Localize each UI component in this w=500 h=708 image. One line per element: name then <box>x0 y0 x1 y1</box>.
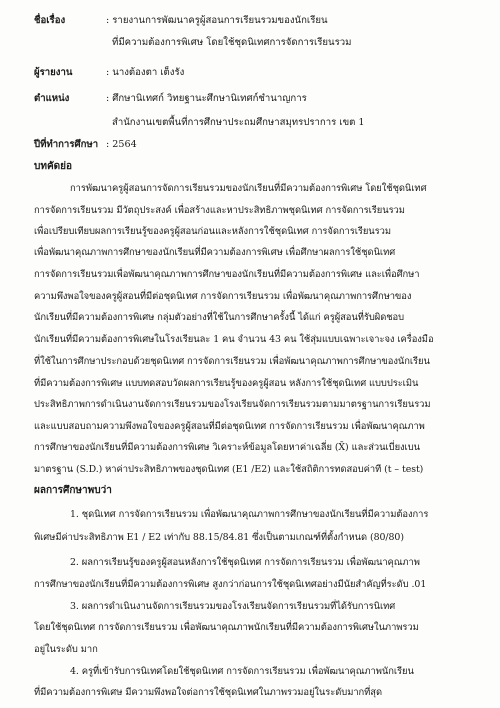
position-row <box>34 92 307 106</box>
position-label: ตำแหน่ง <box>34 93 70 104</box>
position-value-continued: สำนักงานเขตพื้นที่การศึกษาประถมศึกษาสมุทรปราการ เขต 1 <box>112 117 365 128</box>
abstract-line: การจัดการเรียนรวม มีวัตถุประสงค์ เพื่อสร้างและหาประสิทธิภาพชุดนิเทศ การจัดการเรียนรวม <box>34 205 405 216</box>
year-label: ปีที่ทำการศึกษา <box>34 139 99 150</box>
abstract-line: นักเรียนที่มีความต้องการพิเศษในโรงเรียนละ 1 คน จำนวน 43 คน ใช้สุ่มแบบเฉพาะเจาะจง เครื่องมือ <box>34 334 434 345</box>
abstract-line: การพัฒนาครูผู้สอนการจัดการเรียนรวมของนักเรียนที่มีความต้องการพิเศษ โดยใช้ชุดนิเทศ <box>70 183 427 194</box>
result-line: พิเศษมีค่าประสิทธิภาพ E1 / E2 เท่ากับ 88.15/84.81 ซึ่งเป็นตามเกณฑ์ที่ตั้งกำหนด (80/80) <box>34 532 404 543</box>
title-value: : รายงานการพัฒนาครูผู้สอนการเรียนรวมของนักเรียน <box>106 15 328 26</box>
abstract-line: มาตรฐาน (S.D.) หาค่าประสิทธิภาพของชุดนิเทศ (E1 /E2) และใช้สถิติการทดสอบค่าที (t – test) <box>34 464 424 475</box>
abstract-line: นักเรียนที่มีความต้องการพิเศษ กลุ่มตัวอย่างที่ใช้ในการศึกษาครั้งนี้ ได้แก่ ครูผู้สอนที่รับผิดชอบ <box>34 312 405 323</box>
author-value: : นางต้องตา เต็งรัง <box>106 67 185 78</box>
abstract-line: ที่มีความต้องการพิเศษ แบบทดสอบวัดผลการเรียนรู้ของครูผู้สอน หลังการใช้ชุดนิเทศ แบบประเมิน <box>34 378 419 389</box>
abstract-line: และแบบสอบถามความพึงพอใจของครูผู้สอนที่มีต่อชุดนิเทศ การจัดการเรียนรวม เพื่อพัฒนาคุณภาพ <box>34 421 425 432</box>
year-value: : 2564 <box>106 139 137 150</box>
year-row <box>34 138 137 152</box>
abstract-line: ความพึงพอใจของครูผู้สอนที่มีต่อชุดนิเทศ การจัดการเรียนรวม เพื่อพัฒนาคุณภาพการศึกษาของ <box>34 291 412 302</box>
position-value: : ศึกษานิเทศก์ วิทยฐานะศึกษานิเทศก์ชำนาญการ <box>106 93 307 104</box>
abstract-line: ประสิทธิภาพการดำเนินงานจัดการเรียนรวมของโรงเรียนจัดการเรียนรวมตามมาตรฐานการเรียนรวม <box>34 399 431 410</box>
result-line: 4. ครูที่เข้ารับการนิเทศโดยใช้ชุดนิเทศ การจัดการเรียนรวม เพื่อพัฒนาคุณภาพนักเรียน <box>70 666 414 677</box>
result-line: 2. ผลการเรียนรู้ของครูผู้สอนหลังการใช้ชุดนิเทศ การจัดการเรียนรวม เพื่อพัฒนาคุณภาพ <box>70 557 420 568</box>
result-line: 3. ผลการดำเนินงานจัดการเรียนรวมของโรงเรียนจัดการเรียนรวมที่ได้รับการนิเทศ <box>70 601 396 612</box>
result-line: การศึกษาของนักเรียนที่มีความต้องการพิเศษ สูงกว่าก่อนการใช้ชุดนิเทศอย่างมีนัยสำคัญที่ระดับ .01 <box>34 579 427 590</box>
abstract-line: เพื่อเปรียบเทียบผลการเรียนรู้ของครูผู้สอนก่อนและหลังการใช้ชุดนิเทศ การจัดการเรียนรวม <box>34 226 391 237</box>
results-heading: ผลการศึกษาพบว่า <box>34 485 112 496</box>
result-line: ที่มีความต้องการพิเศษ มีความพึงพอใจต่อการใช้ชุดนิเทศในภาพรวมอยู่ในระดับมากที่สุด <box>34 687 383 698</box>
author-row <box>34 66 184 80</box>
abstract-line: การจัดการเรียนรวมเพื่อพัฒนาคุณภาพการศึกษาของนักเรียนที่มีความต้องการพิเศษ และเพื่อศึกษา <box>34 269 420 280</box>
result-line: 1. ชุดนิเทศ การจัดการเรียนรวม เพื่อพัฒนาคุณภาพการศึกษาของนักเรียนที่มีความต้องการ <box>70 509 429 520</box>
title-row <box>34 14 328 28</box>
title-value-continued: ที่มีความต้องการพิเศษ โดยใช้ชุดนิเทศการจัดการเรียนรวม <box>112 37 352 48</box>
abstract-line: เพื่อพัฒนาคุณภาพการศึกษาของนักเรียนที่มีความต้องการพิเศษ เพื่อศึกษาผลการใช้ชุดนิเทศ <box>34 247 396 258</box>
result-line: โดยใช้ชุดนิเทศ การจัดการเรียนรวม เพื่อพัฒนาคุณภาพนักเรียนที่มีความต้องการพิเศษในภาพรวม <box>34 622 419 633</box>
abstract-line: ที่ใช้ในการศึกษาประกอบด้วยชุดนิเทศ การจัดการเรียนรวม เพื่อพัฒนาคุณภาพการศึกษาของนักเรียน <box>34 356 430 367</box>
abstract-line: การศึกษาของนักเรียนที่มีความต้องการพิเศษ วิเคราะห์ข้อมูลโดยหาค่าเฉลี่ย (X̄) และส่วนเบี่ยงเบน <box>34 442 420 453</box>
title-label: ชื่อเรื่อง <box>34 15 66 26</box>
abstract-heading: บทคัดย่อ <box>34 161 72 172</box>
result-line: อยู่ในระดับ มาก <box>34 644 98 655</box>
author-label: ผู้รายงาน <box>34 67 73 78</box>
